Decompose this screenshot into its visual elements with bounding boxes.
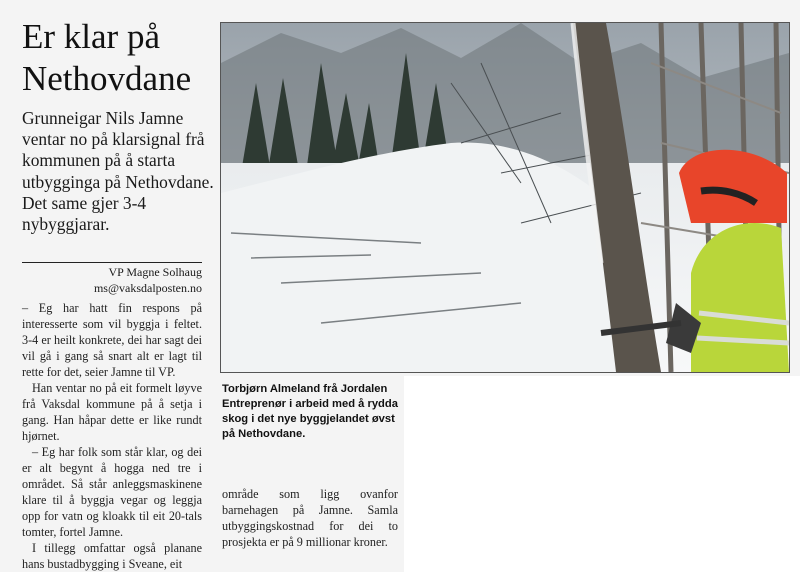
photo-illustration: [221, 23, 789, 372]
body-paragraph: – Eg har hatt fin respons på interesserte som vil byggja i feltet. 3-4 er heilt konkrete, dei har sagt dei vil gå i gang så snart alt er lagt til rette for det, seier Jamne til VP.: [22, 301, 202, 379]
body-paragraph: – Eg har folk som står klar, og dei er alt begynt å hogga ned tre i området. Så står anleggsmaskinene klare til å byggja vegar og leggja opp for vatn og kloakk til eit 20-tals tomter, fortel Jamne.: [22, 445, 202, 539]
body-paragraph: I tillegg omfattar også planane hans bustadbygging i Sveane, eit: [22, 541, 202, 571]
byline-rule: [22, 262, 202, 263]
body-paragraph: Han ventar no på eit formelt løyve frå Vaksdal kommune på å setja i gang. Han håpar dette er like rundt hjørnet.: [22, 381, 202, 443]
photo-caption: Torbjørn Almeland frå Jordalen Entreprenør i arbeid med å rydda skog i det nye byggjelandet øvst på Nethovdane.: [222, 383, 398, 440]
headline: [22, 16, 212, 100]
page-margin-area: [404, 376, 800, 572]
headline-line-1: Er klar på: [22, 17, 160, 56]
headline-line-2: Nethovdane: [22, 59, 192, 98]
byline-email: ms@vaksdalposten.no: [93, 281, 202, 295]
ingress: Grunneigar Nils Jamne ventar no på klarsignal frå kommunen på å starta utbygginga på Nethovdane. Det same gjer 3-4 nybyggjarar.: [22, 108, 214, 235]
body-column-2: [222, 486, 398, 550]
article-photo: [220, 22, 790, 373]
body-column-1: [22, 300, 202, 572]
byline: [94, 264, 202, 296]
body-paragraph: område som ligg ovanfor barnehagen på Jamne. Samla utbyggingskostnad for dei to prosjekta er på 9 millionar kroner.: [222, 487, 398, 549]
byline-name: VP Magne Solhaug: [108, 265, 202, 279]
